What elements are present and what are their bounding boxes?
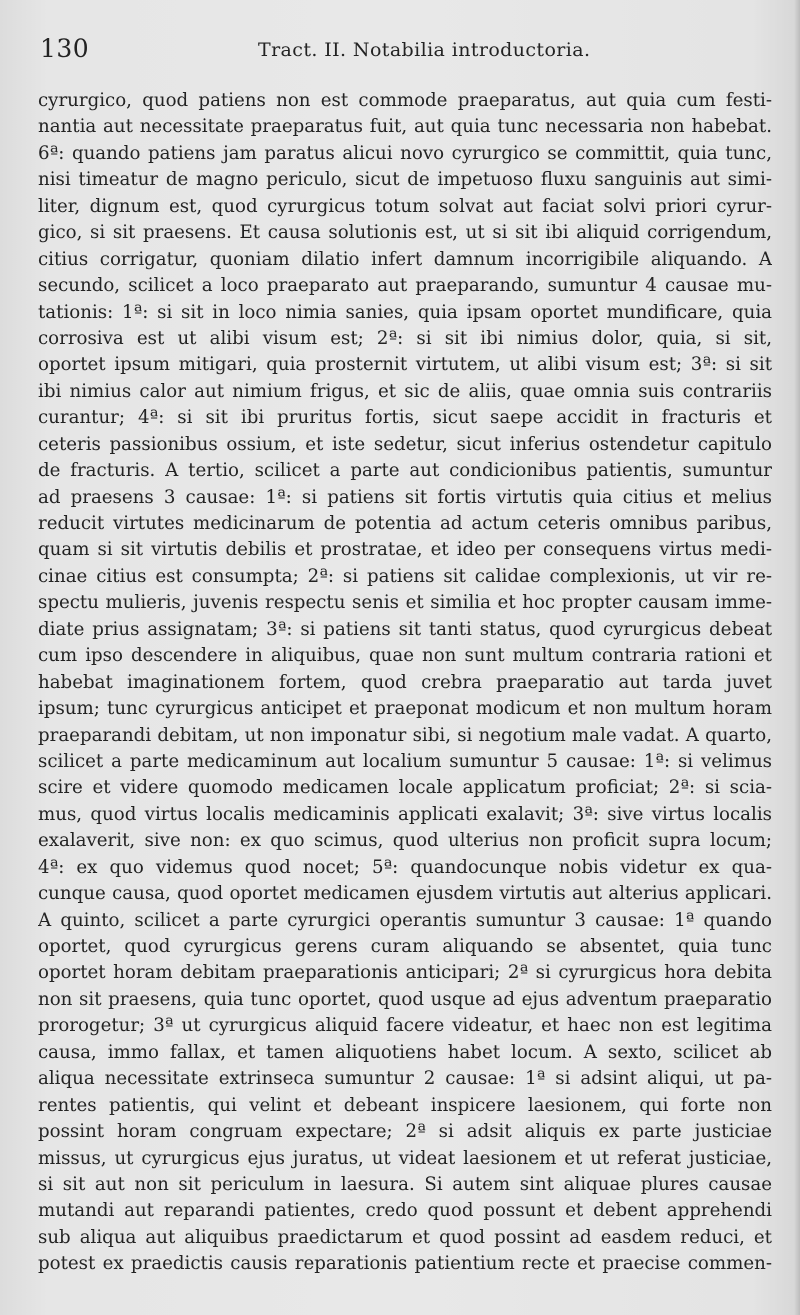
text-line: oportet horam debitam praeparationis anticipari; 2ª si cyrurgicus hora debita (38, 962, 772, 984)
text-line: liter, dignum est, quod cyrurgicus totum solvat aut faciat solvi priori cyrur- (38, 195, 772, 217)
text-line: nisi timeatur de magno periculo, sicut de impetuoso fluxu sanguinis aut simi- (38, 169, 772, 191)
text-line: diate prius assignatam; 3ª: si patiens sit tanti status, quod cyrurgicus debeat (38, 618, 772, 640)
text-line: cyrurgico, quod patiens non est commode praeparatus, aut quia cum festi- (38, 90, 772, 111)
text-line: oportet ipsum mitigari, quia prosternit virtutem, ut alibi visum est; 3ª: si sit (38, 354, 772, 376)
text-line: cunque causa, quod oportet medicamen ejusdem virtutis aut alterius applicari. (38, 883, 772, 905)
text-line: de fracturis. A tertio, scilicet a parte aut condicionibus patientis, sumuntur (38, 460, 772, 482)
text-line: prorogetur; 3ª ut cyrurgicus aliquid facere videatur, et haec non est legitima (38, 1015, 772, 1037)
text-line: missus, ut cyrurgicus ejus juratus, ut videat laesionem et ut referat justiciae, (38, 1147, 772, 1169)
text-line: corrosiva est ut alibi visum est; 2ª: si sit ibi nimius dolor, quia, si sit, (38, 327, 772, 349)
text-line: oportet, quod cyrurgicus gerens curam aliquando se absentet, quia tunc (38, 936, 772, 957)
text-line: cinae citius est consumpta; 2ª: si patiens sit calidae complexionis, ut vir re- (38, 565, 772, 587)
body-text (38, 88, 772, 1278)
text-line: aliqua necessitate extrinseca sumuntur 2 causae: 1ª si adsint aliqui, ut pa- (38, 1068, 772, 1090)
text-line: 4ª: ex quo videmus quod nocet; 5ª: quandocunque nobis videtur ex qua- (38, 856, 772, 878)
running-head: Tract. II. Notabilia introductoria. (258, 39, 591, 61)
text-line: praeparandi debitam, ut non imponatur sibi, si negotium male vadat. A quarto, (38, 724, 772, 746)
text-line: reducit virtutes medicinarum de potentia ad actum ceteris omnibus paribus, (38, 513, 772, 534)
text-line: 6ª: quando patiens jam paratus alicui novo cyrurgico se committit, quia tunc, (38, 142, 772, 164)
page-edge-shadow (794, 0, 800, 1315)
text-line: mutandi aut reparandi patientes, credo quod possunt et debent apprehendi (38, 1200, 772, 1222)
text-line: curantur; 4ª: si sit ibi pruritus fortis, sicut saepe accidit in fracturis et (38, 407, 772, 429)
text-line: non sit praesens, quia tunc oportet, quod usque ad ejus adventum praeparatio (38, 988, 772, 1010)
text-line: cum ipso descendere in aliquibus, quae non sunt multum contraria rationi et (38, 645, 772, 667)
text-line: citius corrigatur, quoniam dilatio infert damnum incorrigibile aliquando. A (38, 248, 772, 270)
text-line: secundo, scilicet a loco praeparato aut praeparando, sumuntur 4 causae mu- (38, 275, 772, 297)
text-line: ibi nimius calor aut nimium frigus, et sic de aliis, quae omnia suis contrariis (38, 380, 772, 402)
text-line: scilicet a parte medicaminum aut localium sumuntur 5 causae: 1ª: si velimus (38, 750, 772, 772)
text-line: possint horam congruam expectare; 2ª si adsit aliquis ex parte justiciae (38, 1121, 772, 1143)
text-line: tationis: 1ª: si sit in loco nimia sanies, quia ipsam oportet mundificare, quia (38, 301, 772, 323)
page-number: 130 (40, 34, 90, 63)
text-line: gico, si sit praesens. Et causa solutionis est, ut si sit ibi aliquid corrigendum, (38, 222, 772, 244)
text-line: ipsum; tunc cyrurgicus anticipet et praeponat modicum et non multum horam (38, 698, 772, 720)
text-line: causa, immo fallax, et tamen aliquotiens habet locum. A sexto, scilicet ab (38, 1041, 772, 1063)
text-line: ceteris passionibus ossium, et iste sedetur, sicut inferius ostendetur capitulo (38, 433, 772, 455)
text-line: ad praesens 3 causae: 1ª: si patiens sit fortis virtutis quia citius et melius (38, 486, 772, 508)
text-line: rentes patientis, qui velint et debeant inspicere laesionem, qui forte non (38, 1094, 772, 1116)
text-line: exalaverit, sive non: ex quo scimus, quod ulterius non proficit supra locum; (38, 830, 772, 852)
text-line: quam si sit virtutis debilis et prostratae, et ideo per consequens virtus medi- (38, 539, 772, 561)
text-line: habebat imaginationem fortem, quod crebra praeparatio aut tarda juvet (38, 671, 772, 693)
text-line: spectu mulieris, juvenis respectu senis et similia et hoc propter causam imme- (38, 592, 772, 614)
text-line: nantia aut necessitate praeparatus fuit, aut quia tunc necessaria non habebat. (38, 116, 772, 138)
text-line: A quinto, scilicet a parte cyrurgici operantis sumuntur 3 causae: 1ª quando (38, 909, 772, 931)
text-line: mus, quod virtus localis medicaminis applicati exalavit; 3ª: sive virtus localis (38, 803, 772, 825)
text-line: scire et videre quomodo medicamen locale applicatum proficiat; 2ª: si scia- (38, 777, 772, 799)
text-line: si sit aut non sit periculum in laesura. Si autem sint aliquae plures causae (38, 1173, 772, 1195)
text-line: sub aliqua aut aliquibus praedictarum et quod possint ad easdem reduci, et (38, 1226, 772, 1248)
text-line: potest ex praedictis causis reparationis patientium recte et praecise commen- (38, 1253, 772, 1275)
page-header (36, 32, 764, 66)
